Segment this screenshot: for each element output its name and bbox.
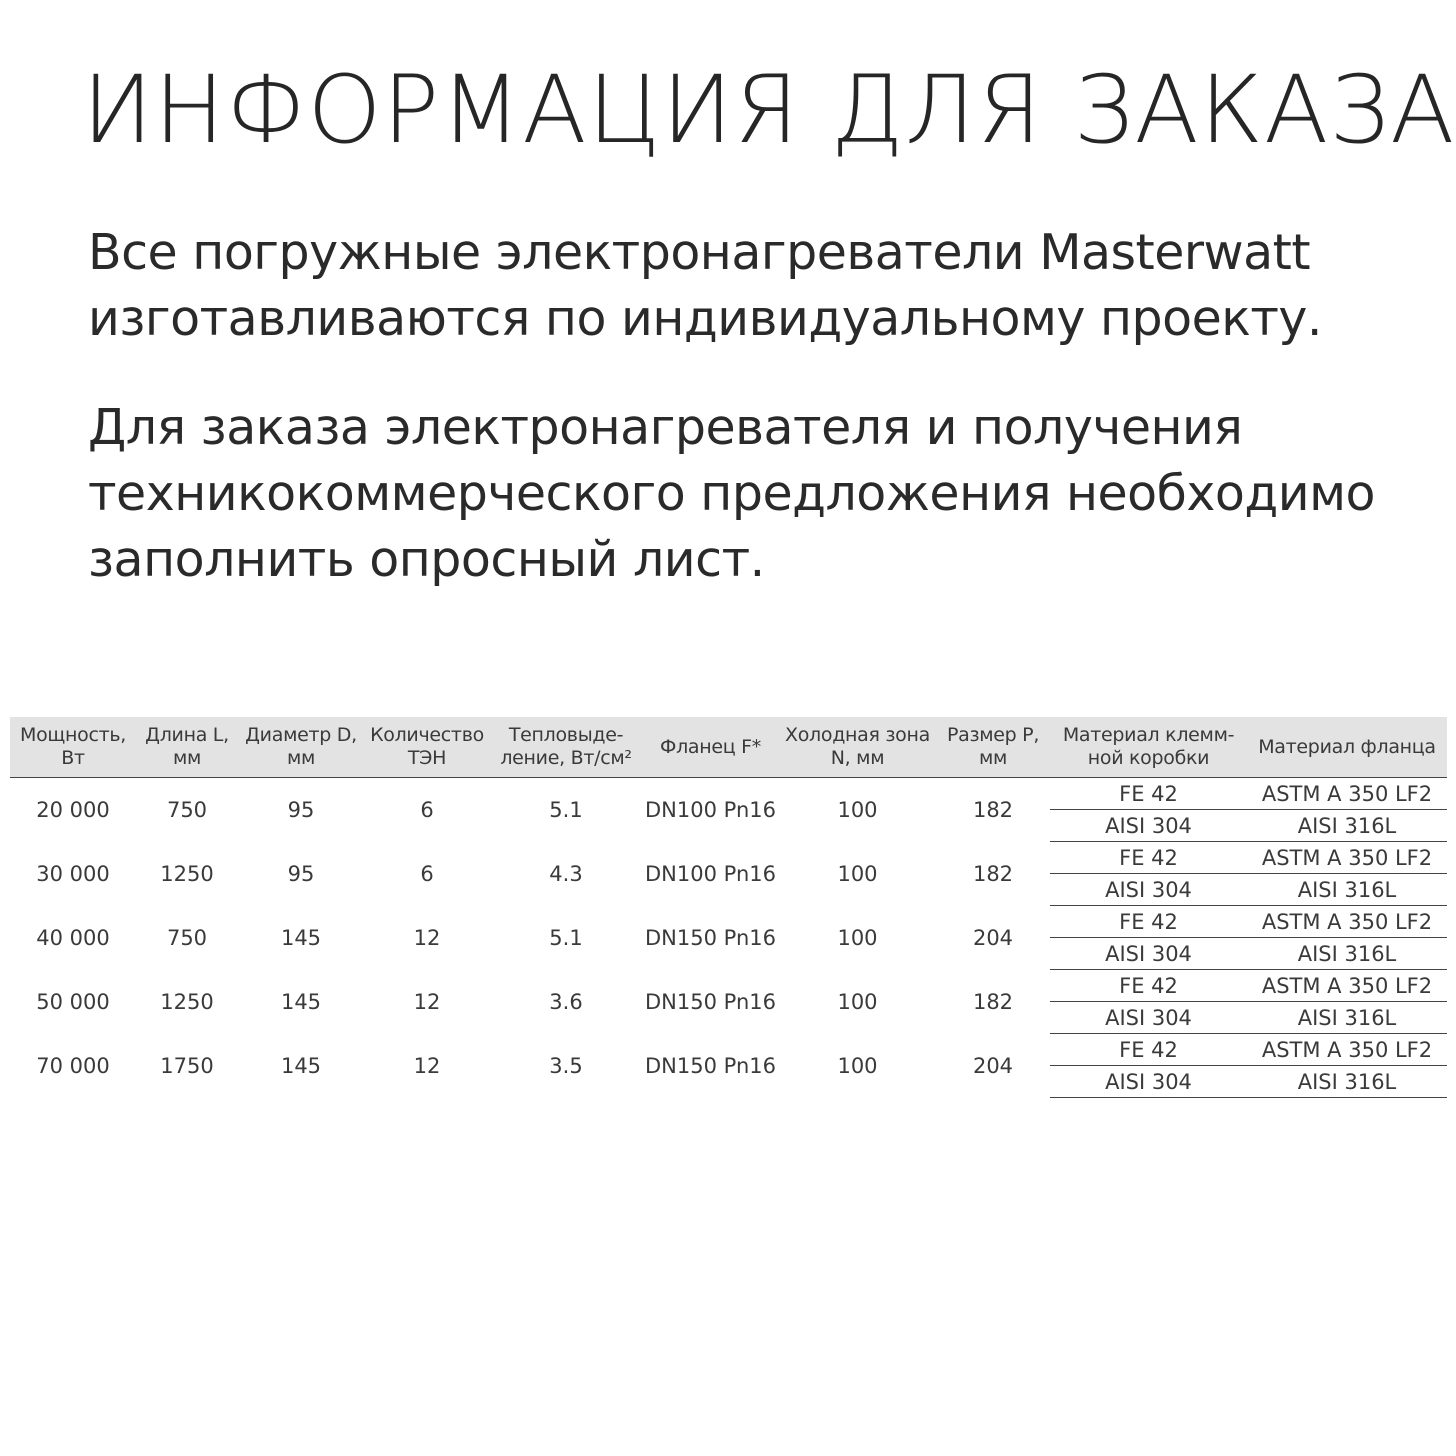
column-header-line: мм (172, 747, 202, 769)
cell-heat: 5.1 (549, 797, 583, 822)
column-header (1247, 717, 1447, 778)
cell-box-material: FE 42 (1050, 1034, 1247, 1066)
cell-flange-material: ASTM A 350 LF2 (1247, 970, 1447, 1002)
cell-flange-material: AISI 316L (1247, 810, 1447, 842)
cell-box-material: FE 42 (1050, 906, 1247, 938)
cell-box-material: FE 42 (1050, 970, 1247, 1002)
cell-cold-zone: 100 (837, 861, 878, 886)
table-row (10, 906, 1447, 938)
cell-power: 40 000 (36, 925, 110, 950)
cell-cold-zone: 100 (837, 797, 878, 822)
cell-flange-material: ASTM A 350 LF2 (1247, 906, 1447, 938)
column-header (136, 717, 238, 778)
cell-heat: 3.5 (549, 1053, 583, 1078)
cell-box-material: AISI 304 (1050, 1002, 1247, 1034)
column-header (364, 717, 490, 778)
cell-cold-zone: 100 (837, 989, 878, 1014)
cell-flange: DN100 Pn16 (645, 861, 776, 886)
column-header-line: Тепловыде- (508, 724, 624, 746)
cell-length: 750 (166, 797, 208, 822)
column-header-line: ление, Вт/см² (500, 747, 632, 769)
cell-flange: DN150 Pn16 (645, 925, 776, 950)
cell-count: 12 (413, 989, 441, 1014)
column-header (238, 717, 364, 778)
cell-cold-zone: 100 (837, 925, 878, 950)
column-header-line: Количество (370, 724, 484, 746)
intro-line: Все погружные электронагреватели Masterwatt (88, 224, 1311, 281)
cell-box-material: FE 42 (1050, 842, 1247, 874)
column-header (10, 717, 136, 778)
cell-size-p: 182 (972, 797, 1014, 822)
table-header-row (10, 717, 1447, 778)
cell-box-material: AISI 304 (1050, 1066, 1247, 1098)
column-header-line: мм (286, 747, 316, 769)
cell-power: 50 000 (36, 989, 110, 1014)
cell-heat: 5.1 (549, 925, 583, 950)
column-header-line: Холодная зона (785, 724, 930, 746)
cell-flange-material: AISI 316L (1247, 938, 1447, 970)
cell-size-p: 182 (972, 861, 1014, 886)
specifications-table (10, 717, 1447, 1098)
intro-paragraph (88, 220, 1322, 352)
column-header (936, 717, 1050, 778)
cell-diameter: 145 (280, 1053, 322, 1078)
column-header-line: Вт (61, 747, 85, 769)
cell-count: 6 (420, 797, 434, 822)
column-header-line: Материал клемм- (1062, 724, 1235, 746)
cell-length: 1250 (160, 989, 214, 1014)
cell-count: 12 (413, 1053, 441, 1078)
cell-flange-material: ASTM A 350 LF2 (1247, 778, 1447, 810)
order-line: заполнить опросный лист. (88, 531, 765, 588)
table-row (10, 1034, 1447, 1066)
cell-flange-material: ASTM A 350 LF2 (1247, 1034, 1447, 1066)
column-header (642, 717, 779, 778)
intro-line: изготавливаются по индивидуальному проекту. (88, 290, 1322, 347)
cell-box-material: FE 42 (1050, 778, 1247, 810)
cell-length: 750 (166, 925, 208, 950)
column-header-line: N, мм (830, 747, 885, 769)
column-header-line: мм (978, 747, 1008, 769)
cell-diameter: 95 (287, 861, 315, 886)
cell-box-material: AISI 304 (1050, 938, 1247, 970)
cell-flange-material: ASTM A 350 LF2 (1247, 842, 1447, 874)
cell-flange-material: AISI 316L (1247, 1066, 1447, 1098)
order-line: Для заказа электронагревателя и получения (88, 399, 1243, 456)
cell-count: 6 (420, 861, 434, 886)
column-header-line: Фланец F* (660, 735, 761, 758)
cell-box-material: AISI 304 (1050, 874, 1247, 906)
table-row (10, 778, 1447, 810)
column-header-line: Диаметр D, (245, 724, 357, 746)
table-row (10, 970, 1447, 1002)
column-header (1050, 717, 1247, 778)
page-title: ИНФОРМАЦИЯ ДЛЯ ЗАКАЗА (82, 56, 1456, 165)
order-paragraph (88, 395, 1375, 593)
cell-flange: DN150 Pn16 (645, 1053, 776, 1078)
column-header-line: Размер P, (946, 724, 1040, 746)
column-header (779, 717, 936, 778)
cell-power: 30 000 (36, 861, 110, 886)
cell-size-p: 204 (972, 925, 1014, 950)
table-row (10, 842, 1447, 874)
cell-heat: 4.3 (549, 861, 583, 886)
cell-length: 1250 (160, 861, 214, 886)
cell-diameter: 145 (280, 925, 322, 950)
cell-diameter: 95 (287, 797, 315, 822)
column-header-line: Материал фланца (1258, 735, 1436, 758)
order-line: техникокоммерческого предложения необходимо (88, 465, 1376, 522)
cell-flange-material: AISI 316L (1247, 1002, 1447, 1034)
cell-length: 1750 (160, 1053, 214, 1078)
cell-diameter: 145 (280, 989, 322, 1014)
cell-cold-zone: 100 (837, 1053, 878, 1078)
column-header-line: ТЭН (407, 747, 447, 769)
column-header-line: ной коробки (1087, 747, 1210, 769)
cell-flange: DN150 Pn16 (645, 989, 776, 1014)
cell-heat: 3.6 (549, 989, 583, 1014)
column-header-line: Длина L, (145, 724, 229, 746)
cell-box-material: AISI 304 (1050, 810, 1247, 842)
cell-flange: DN100 Pn16 (645, 797, 776, 822)
cell-count: 12 (413, 925, 441, 950)
column-header-line: Мощность, (19, 724, 126, 746)
cell-power: 20 000 (36, 797, 110, 822)
cell-power: 70 000 (36, 1053, 110, 1078)
column-header (490, 717, 642, 778)
cell-size-p: 182 (972, 989, 1014, 1014)
cell-size-p: 204 (972, 1053, 1014, 1078)
cell-flange-material: AISI 316L (1247, 874, 1447, 906)
